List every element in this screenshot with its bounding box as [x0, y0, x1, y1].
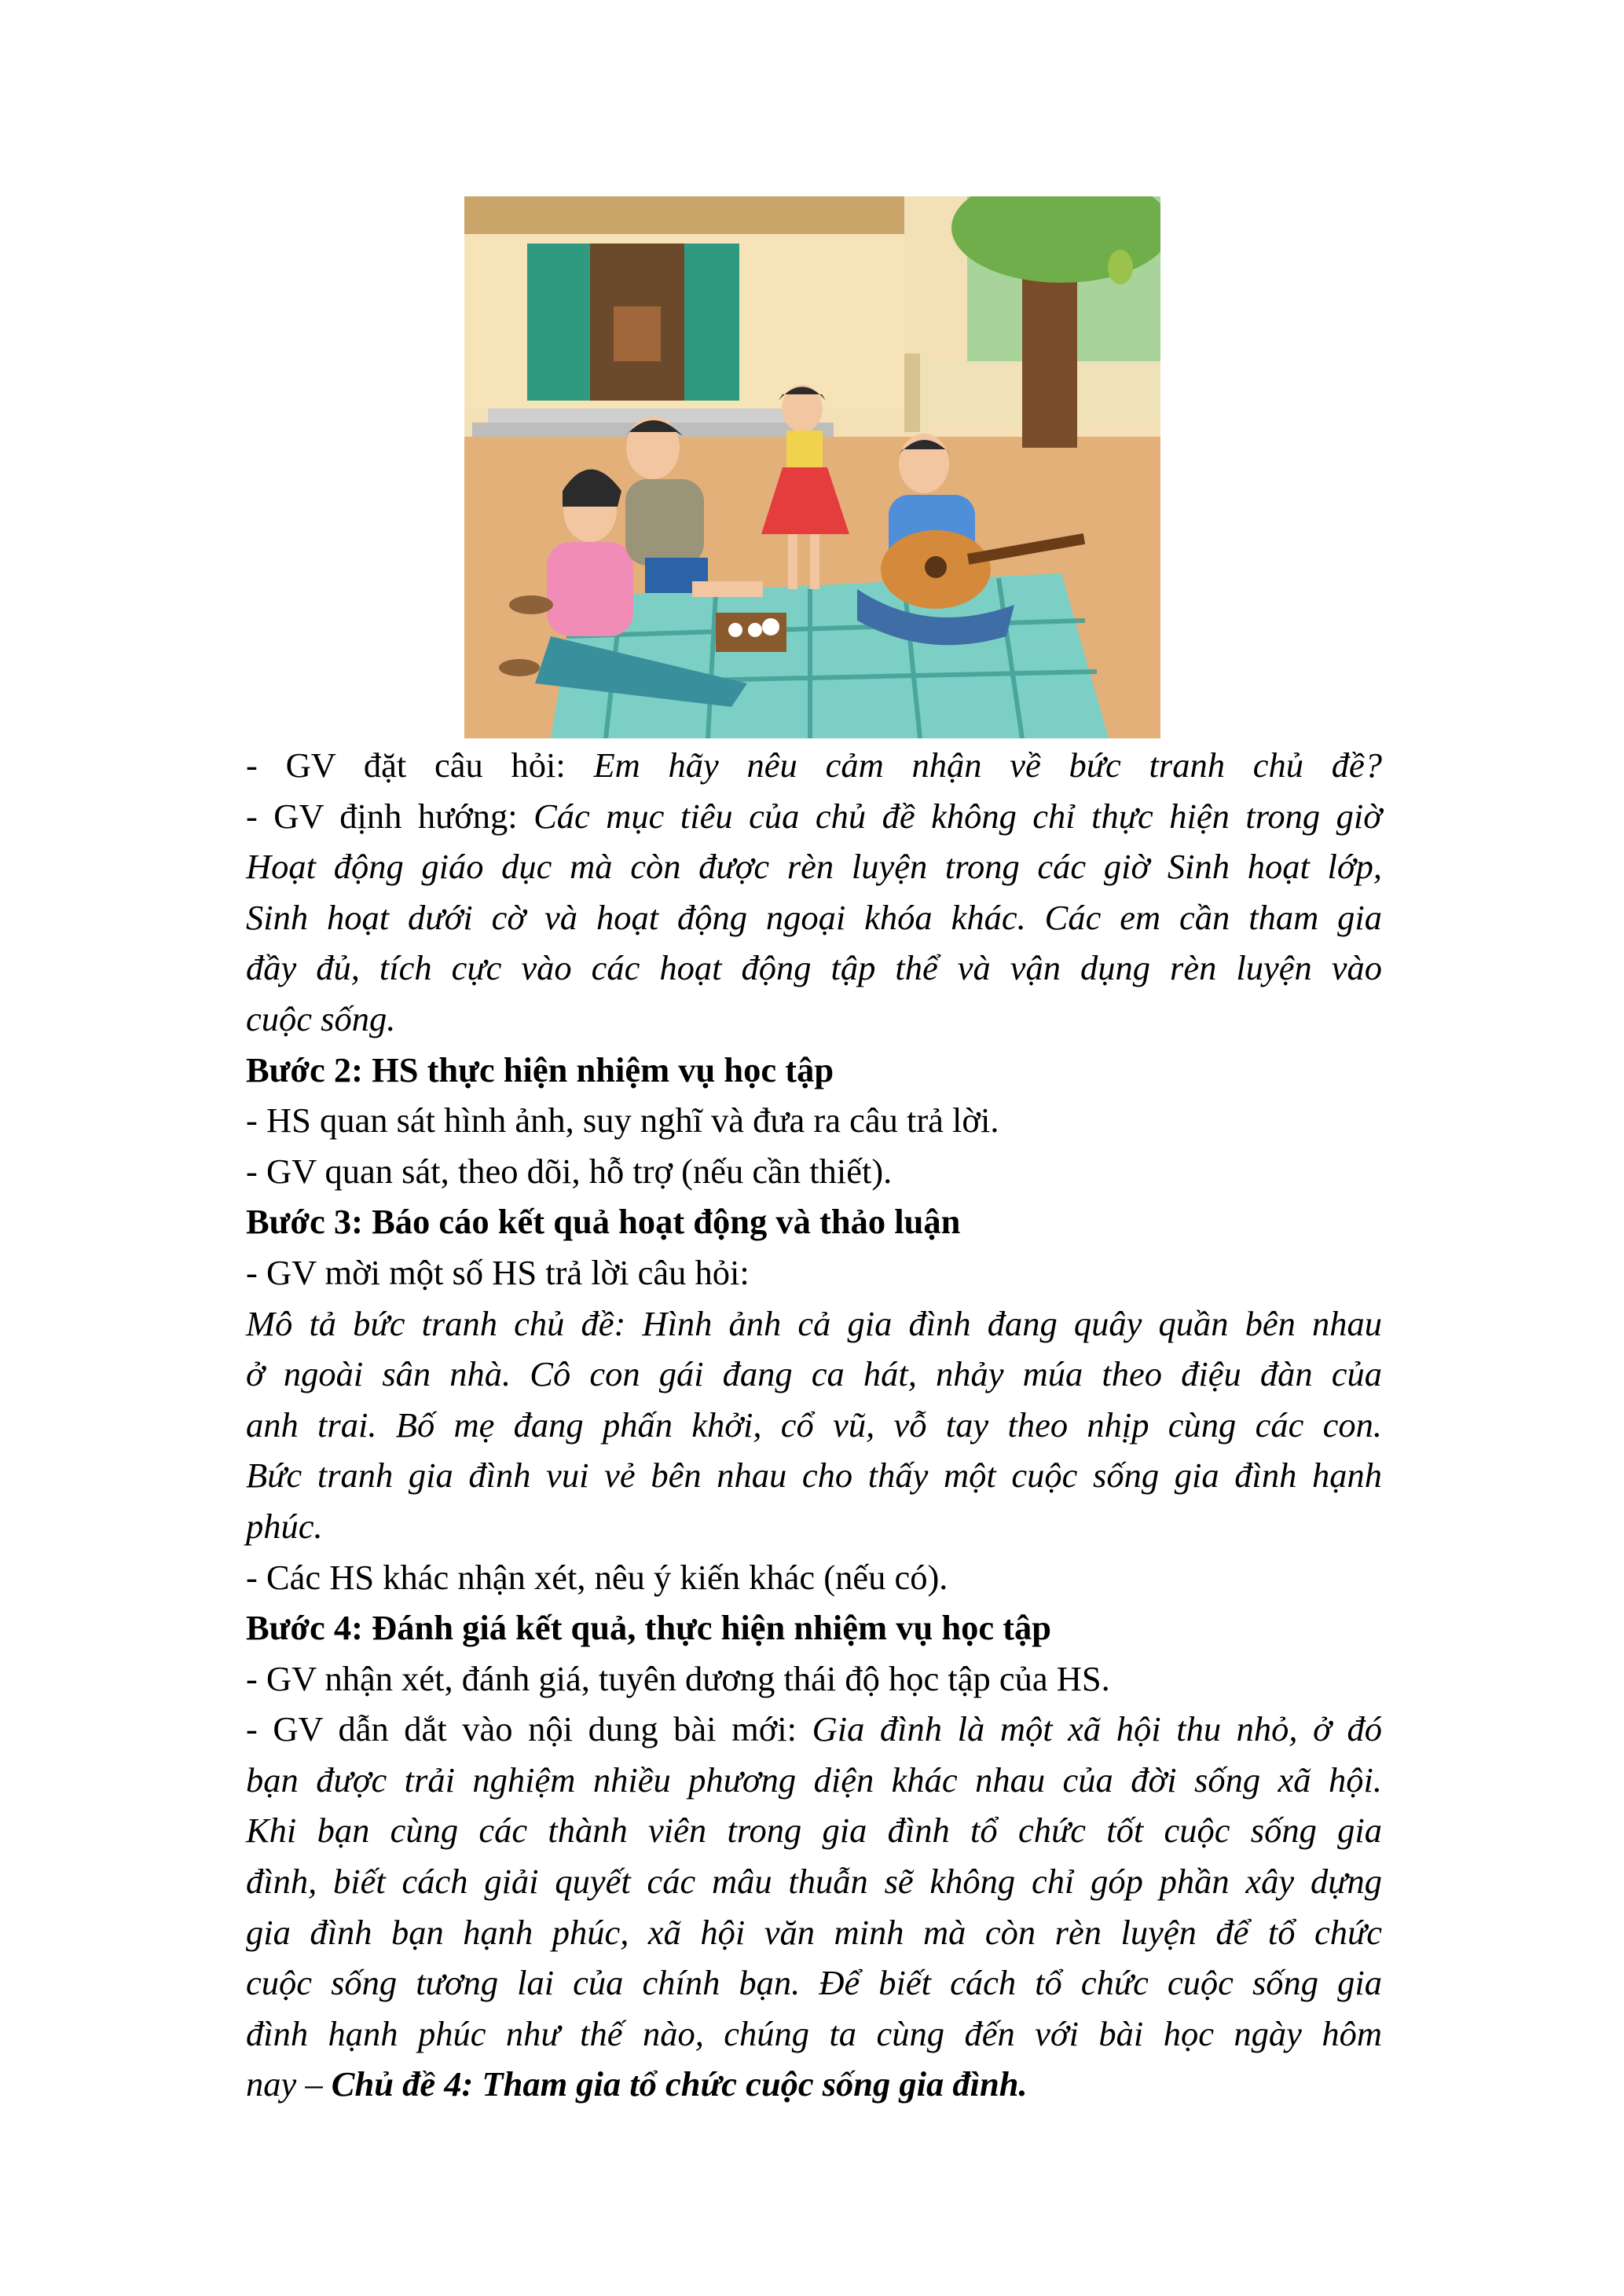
step-4-heading: Bước 4: Đánh giá kết quả, thực hiện nhiệm vụ học tập — [246, 1608, 1052, 1648]
family-scene-drawing — [464, 196, 1160, 738]
line-prefix: - GV đặt câu hỏi: — [246, 745, 594, 785]
line: - GV nhận xét, đánh giá, tuyên dương thái độ học tập của HS. — [246, 1658, 1110, 1698]
lead-in-text: Gia đình là một xã hội thu nhỏ, ở đó — [812, 1709, 1382, 1749]
line — [246, 740, 1382, 791]
teacher-question: Em hãy nêu cảm nhận về bức tranh chủ đề? — [593, 745, 1382, 785]
step-3-heading: Bước 3: Báo cáo kết quả hoạt động và thảo luận — [246, 1202, 961, 1242]
line: đình hạnh phúc như thế nào, chúng ta cùng đến với bài học ngày hôm — [246, 2013, 1382, 2053]
family-illustration — [464, 196, 1160, 738]
line: ở ngoài sân nhà. Cô con gái đang ca hát, nhảy múa theo điệu đàn của — [246, 1354, 1382, 1394]
line: cuộc sống tương lai của chính bạn. Để biết cách tổ chức cuộc sống gia — [246, 1963, 1382, 2003]
line: đầy đủ, tích cực vào các hoạt động tập thể và vận dụng rèn luyện vào — [246, 948, 1382, 988]
guidance-text: Các mục tiêu của chủ đề không chỉ thực hiện trong giờ — [533, 796, 1382, 836]
topic-title: Chủ đề 4: Tham gia tổ chức cuộc sống gia đình. — [331, 2064, 1028, 2104]
line: - Các HS khác nhận xét, nêu ý kiến khác (nếu có). — [246, 1557, 948, 1597]
step-2-heading: Bước 2: HS thực hiện nhiệm vụ học tập — [246, 1049, 834, 1089]
line: phúc. — [246, 1506, 323, 1546]
line: Sinh hoạt dưới cờ và hoạt động ngoại khóa khác. Các em cần tham gia — [246, 897, 1382, 937]
line: gia đình bạn hạnh phúc, xã hội văn minh mà còn rèn luyện để tổ chức — [246, 1912, 1382, 1952]
line: - GV quan sát, theo dõi, hỗ trợ (nếu cần thiết). — [246, 1151, 893, 1191]
line-prefix: - GV dẫn dắt vào nội dung bài mới: — [246, 1709, 812, 1749]
line: cuộc sống. — [246, 998, 396, 1038]
line — [246, 791, 1382, 842]
line: đình, biết cách giải quyết các mâu thuẫn sẽ không chỉ góp phần xây dựng — [246, 1862, 1382, 1902]
line — [246, 2059, 1382, 2110]
line: - GV mời một số HS trả lời câu hỏi: — [246, 1252, 750, 1292]
line: - HS quan sát hình ảnh, suy nghĩ và đưa ra câu trả lời. — [246, 1100, 999, 1141]
line: anh trai. Bố mẹ đang phấn khởi, cổ vũ, vỗ tay theo nhịp cùng các con. — [246, 1404, 1382, 1445]
line: Bức tranh gia đình vui vẻ bên nhau cho thấy một cuộc sống gia đình hạnh — [246, 1456, 1382, 1496]
line-prefix: nay – — [246, 2064, 332, 2104]
line — [246, 1704, 1382, 1755]
line: Mô tả bức tranh chủ đề: Hình ảnh cả gia đình đang quây quần bên nhau — [246, 1303, 1382, 1343]
line-prefix: - GV định hướng: — [246, 796, 534, 836]
lesson-text — [246, 740, 1382, 2110]
line: Khi bạn cùng các thành viên trong gia đình tổ chức tốt cuộc sống gia — [246, 1811, 1382, 1851]
line: Hoạt động giáo dục mà còn được rèn luyện trong các giờ Sinh hoạt lớp, — [246, 847, 1382, 887]
line: bạn được trải nghiệm nhiều phương diện khác nhau của đời sống xã hội. — [246, 1760, 1382, 1800]
